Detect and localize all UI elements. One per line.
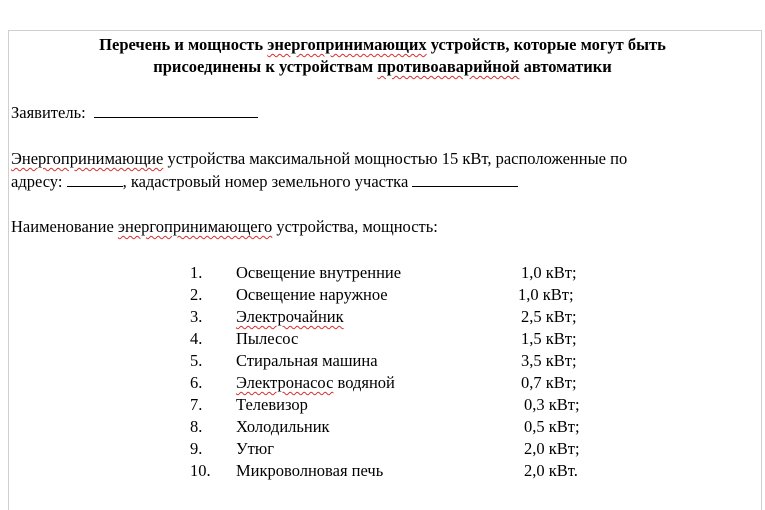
para-squig: Энергопринимающие — [11, 149, 164, 168]
device-name: Освещение внутренние — [236, 263, 402, 282]
device-name: Утюг — [236, 439, 274, 458]
device-name: Телевизор — [236, 395, 308, 414]
device-name-squig: Электронасос — [236, 373, 334, 392]
para-line1-rest: устройства максимальной мощностью 15 кВт, расположенные по — [163, 149, 628, 168]
list-heading — [11, 216, 438, 238]
device-power: 2,0 кВт. — [524, 461, 578, 480]
device-power: 0,5 кВт; — [524, 417, 580, 436]
applicant-blank[interactable] — [94, 102, 258, 118]
device-name: Микроволновая печь — [236, 461, 384, 480]
device-name-squig: Электрочайник — [236, 307, 344, 326]
address-label: адресу: — [11, 172, 63, 191]
device-number: 5. — [190, 351, 203, 370]
device-number: 9. — [190, 439, 203, 458]
device-power: 3,5 кВт; — [521, 351, 577, 370]
device-number: 7. — [190, 395, 203, 414]
title-part-c: присоединены к устройствам — [153, 57, 378, 76]
device-power: 1,0 кВт; — [518, 285, 574, 304]
title-squig-2: противоаварийной — [377, 57, 520, 76]
document-title — [0, 34, 765, 78]
applicant-label: Заявитель: — [11, 103, 86, 122]
device-name: Холодильник — [236, 417, 330, 436]
device-name: Освещение наружное — [236, 285, 388, 304]
device-power: 1,5 кВт; — [521, 329, 577, 348]
list-heading-b: устройства, мощность: — [272, 217, 438, 236]
device-power: 0,7 кВт; — [521, 373, 577, 392]
title-part-d: автоматики — [519, 57, 612, 76]
device-power: 1,0 кВт; — [521, 263, 577, 282]
device-number: 6. — [190, 373, 203, 392]
title-part-a: Перечень и мощность — [99, 35, 268, 54]
device-number: 8. — [190, 417, 203, 436]
device-number: 1. — [190, 263, 203, 282]
applicant-line — [11, 102, 258, 124]
device-name: Стиральная машина — [236, 351, 378, 370]
device-power: 0,3 кВт; — [524, 395, 580, 414]
device-number: 2. — [190, 285, 203, 304]
paragraph-line-1 — [11, 148, 627, 170]
list-heading-squig: энергопринимающего — [117, 217, 273, 236]
title-part-b: устройств, которые могут быть — [426, 35, 666, 54]
title-line-2 — [0, 56, 765, 78]
device-power: 2,0 кВт; — [524, 439, 580, 458]
paragraph-line-2 — [11, 171, 518, 193]
address-blank[interactable] — [67, 171, 123, 187]
title-squig-1: энергопринимающих — [267, 35, 427, 54]
device-name — [236, 306, 344, 328]
title-line-1 — [0, 34, 765, 56]
device-name: Электронасос водяной — [236, 373, 395, 392]
device-number: 10. — [190, 461, 211, 480]
device-number: 3. — [190, 307, 203, 326]
device-power: 2,5 кВт; — [521, 307, 577, 326]
device-name: Пылесос — [236, 329, 299, 348]
list-heading-a: Наименование — [11, 217, 118, 236]
cadastral-label: , кадастровый номер земельного участка — [122, 172, 409, 191]
cadastral-blank[interactable] — [412, 171, 518, 187]
device-number: 4. — [190, 329, 203, 348]
